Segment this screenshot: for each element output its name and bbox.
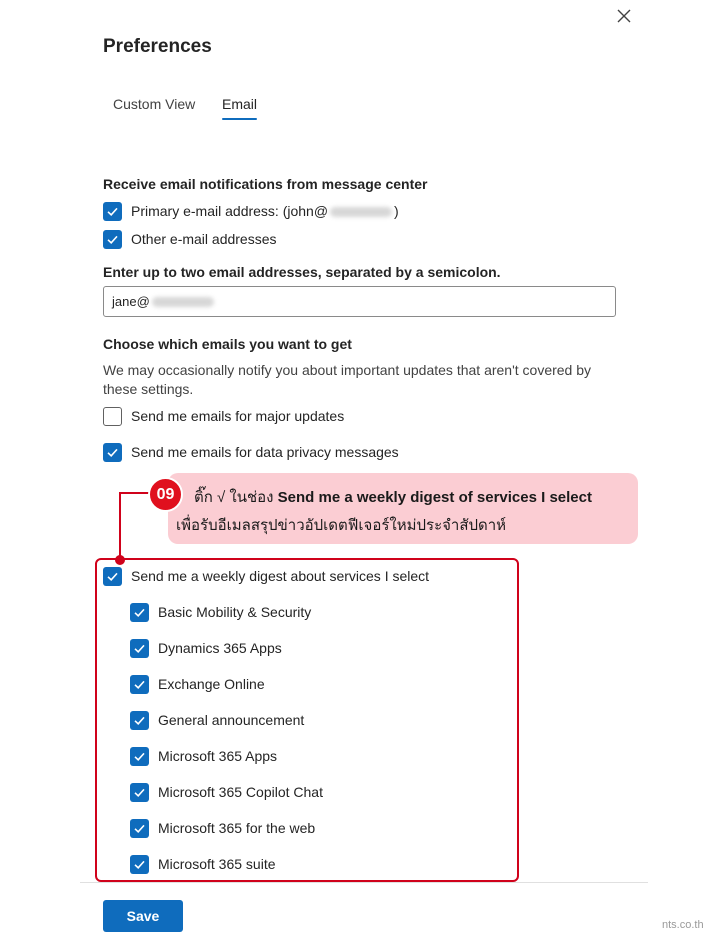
tab-custom-view[interactable]: Custom View (113, 96, 196, 112)
service-label: Microsoft 365 Apps (158, 748, 278, 764)
checkbox-checked-icon (130, 747, 149, 766)
email-input-heading: Enter up to two email addresses, separated by a semicolon. (103, 264, 501, 280)
service-label: Basic Mobility & Security (158, 604, 312, 620)
checkbox-checked-icon (130, 855, 149, 874)
annotation-line2: เพื่อรับอีเมลสรุปข่าวอัปเดตฟีเจอร์ใหม่ประจำสัปดาห์ (176, 517, 507, 534)
checkbox-checked-icon (103, 443, 122, 462)
service-checkbox[interactable] (130, 674, 265, 694)
service-checkbox[interactable] (130, 710, 304, 730)
watermark: nts.co.th (662, 919, 704, 931)
notifications-heading: Receive email notifications from message center (103, 176, 428, 192)
email-input-value: jane@ (112, 294, 150, 309)
service-label: General announcement (158, 712, 305, 728)
footer-divider (80, 882, 648, 883)
checkbox-checked-icon (130, 819, 149, 838)
checkbox-checked-icon (103, 567, 122, 586)
checkbox-checked-icon (103, 230, 122, 249)
choose-heading: Choose which emails you want to get (103, 336, 352, 352)
weekly-digest-label: Send me a weekly digest about services I select (131, 568, 430, 584)
step-badge: 09 (148, 477, 183, 512)
service-checkbox[interactable] (130, 602, 311, 622)
data-privacy-checkbox[interactable] (103, 442, 399, 462)
checkbox-checked-icon (103, 202, 122, 221)
other-email-label: Other e-mail addresses (131, 231, 277, 247)
service-label: Microsoft 365 for the web (158, 820, 316, 836)
checkbox-checked-icon (130, 711, 149, 730)
service-checkbox[interactable] (130, 746, 277, 766)
checkbox-unchecked-icon (103, 407, 122, 426)
service-label: Microsoft 365 suite (158, 856, 276, 872)
service-checkbox[interactable] (130, 782, 323, 802)
weekly-digest-checkbox[interactable] (103, 566, 429, 586)
annotation-callout (168, 473, 638, 544)
annotation-connector (119, 492, 150, 562)
redacted-domain (152, 297, 214, 307)
additional-email-input[interactable] (103, 286, 616, 317)
choose-description: We may occasionally notify you about important updates that aren't covered by these settings. (103, 362, 592, 397)
primary-email-checkbox[interactable] (103, 201, 399, 221)
service-checkbox[interactable] (130, 638, 282, 658)
service-checkbox[interactable] (130, 854, 276, 874)
checkbox-checked-icon (130, 783, 149, 802)
checkbox-checked-icon (130, 603, 149, 622)
checkbox-checked-icon (130, 675, 149, 694)
service-checkbox[interactable] (130, 818, 315, 838)
save-button[interactable]: Save (103, 900, 183, 932)
dialog-title: Preferences (103, 36, 212, 57)
close-button[interactable] (612, 4, 636, 28)
checkbox-checked-icon (130, 639, 149, 658)
tab-email[interactable]: Email (222, 96, 257, 120)
service-label: Dynamics 365 Apps (158, 640, 282, 656)
major-updates-label: Send me emails for major updates (131, 408, 345, 424)
annotation-line1: ติ๊ก √ ในช่อง Send me a weekly digest of services I select (194, 489, 592, 506)
data-privacy-label: Send me emails for data privacy messages (131, 444, 399, 460)
service-label: Microsoft 365 Copilot Chat (158, 784, 323, 800)
primary-email-label: Primary e-mail address: (john@ ) (131, 203, 399, 219)
other-email-checkbox[interactable] (103, 229, 277, 249)
redacted-domain (330, 207, 392, 217)
major-updates-checkbox[interactable] (103, 406, 344, 426)
service-label: Exchange Online (158, 676, 265, 692)
close-icon (612, 4, 636, 28)
